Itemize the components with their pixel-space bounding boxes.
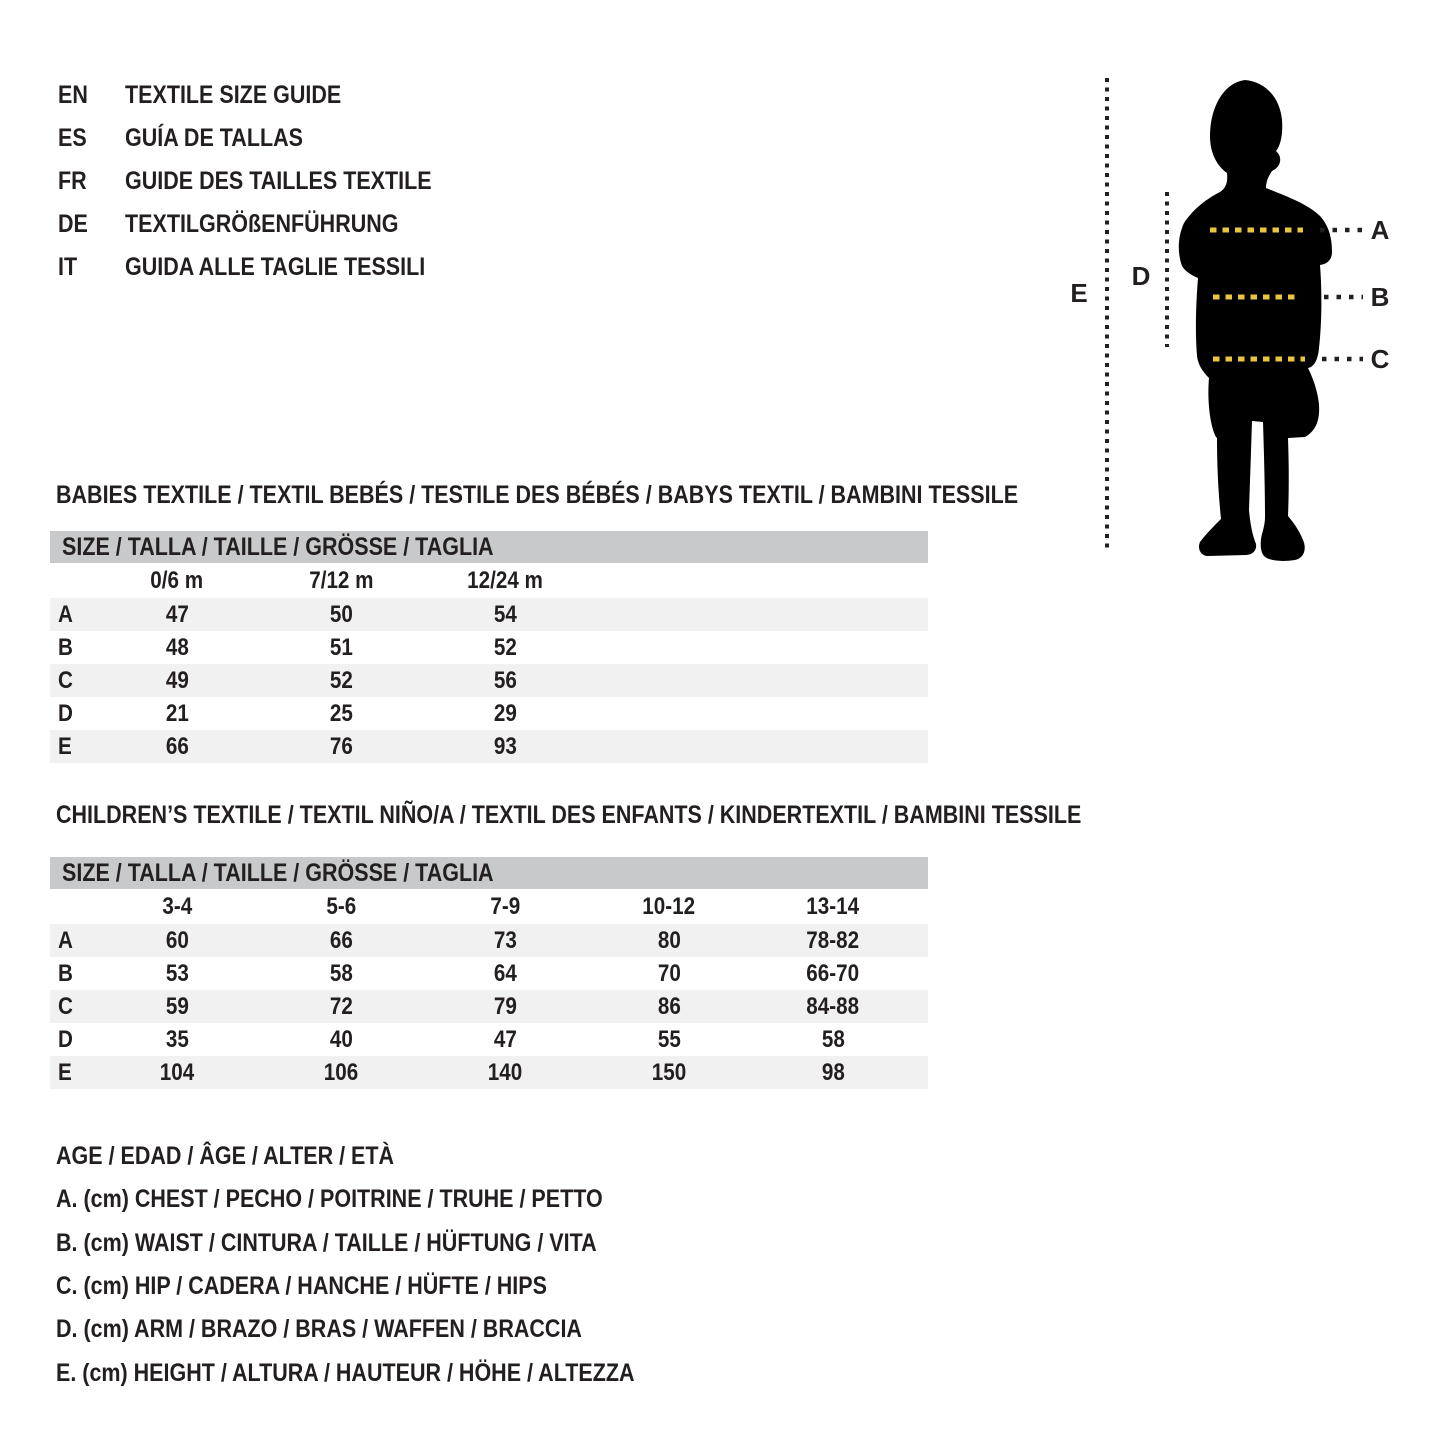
- cell-value-text: 29: [493, 699, 517, 727]
- cell-value: [95, 601, 259, 629]
- cell-value-text: 54: [493, 600, 517, 628]
- legend-line-chest: [56, 1178, 729, 1221]
- lang-row-en: [58, 74, 482, 117]
- legend-text: B. (cm) WAIST / CINTURA / TAILLE / HÜFTUNG / VITA: [56, 1228, 597, 1257]
- babies-size-table: [50, 531, 928, 763]
- children-table-rows: [50, 924, 928, 1089]
- lang-code-text: EN: [58, 81, 88, 109]
- children-column-header-row: [50, 889, 928, 924]
- lang-code: [58, 167, 125, 196]
- legend-text: AGE / EDAD / ÂGE / ALTER / ETÀ: [56, 1142, 395, 1171]
- cell-value-text: 66-70: [806, 959, 860, 987]
- cell-value: [259, 960, 423, 988]
- babies-table-rows: [50, 598, 928, 763]
- lang-code: [58, 253, 125, 282]
- cell-value-text: 93: [493, 732, 517, 760]
- cell-value: [751, 1026, 915, 1054]
- children-size-table: [50, 857, 928, 1089]
- cell-value: [751, 1059, 915, 1087]
- cell-value-text: 70: [657, 959, 681, 987]
- cell-value: [423, 733, 587, 761]
- column-header-spacer: [50, 567, 95, 595]
- cell-value-text: 40: [329, 1025, 353, 1053]
- cell-value: [423, 1059, 587, 1087]
- lang-title-text: TEXTILE SIZE GUIDE: [125, 81, 342, 109]
- cell-value-text: 50: [329, 600, 353, 628]
- lang-code: [58, 124, 125, 153]
- measurement-legend: [56, 1135, 729, 1395]
- legend-line-height: [56, 1351, 729, 1394]
- legend-line-hip: [56, 1265, 729, 1308]
- cell-value-text: 73: [493, 926, 517, 954]
- table-row: [50, 664, 928, 697]
- row-label: [50, 1059, 95, 1087]
- row-label-text: B: [58, 633, 73, 661]
- cell-value-text: 60: [165, 926, 189, 954]
- lang-code-text: IT: [58, 253, 78, 281]
- row-label: [50, 667, 95, 695]
- table-row: [50, 631, 928, 664]
- row-label-text: D: [58, 1025, 73, 1053]
- cell-value-text: 79: [493, 992, 517, 1020]
- cell-value: [259, 733, 423, 761]
- row-label: [50, 733, 95, 761]
- cell-value: [587, 993, 751, 1021]
- column-header-text: 0/6 m: [150, 566, 204, 594]
- cell-value-text: 140: [487, 1058, 523, 1086]
- column-header-spacer: [50, 893, 95, 921]
- lang-row-de: [58, 203, 482, 246]
- size-header-text: SIZE / TALLA / TAILLE / GRÖSSE / TAGLIA: [62, 532, 494, 561]
- cell-value: [95, 927, 259, 955]
- cell-value-text: 72: [329, 992, 353, 1020]
- table-row: [50, 598, 928, 631]
- column-header: [751, 893, 915, 921]
- cell-value: [95, 1059, 259, 1087]
- table-row: [50, 957, 928, 990]
- cell-value: [95, 667, 259, 695]
- table-row: [50, 697, 928, 730]
- table-row: [50, 730, 928, 763]
- column-header-text: 10-12: [642, 892, 696, 920]
- column-header: [423, 893, 587, 921]
- lang-title-text: GUIDA ALLE TAGLIE TESSILI: [125, 253, 426, 281]
- babies-column-header-row: [50, 563, 928, 598]
- child-silhouette-icon: [1179, 80, 1332, 561]
- cell-value: [751, 993, 915, 1021]
- figure-label-d: D: [1131, 261, 1151, 291]
- cell-value: [259, 634, 423, 662]
- cell-value: [95, 1026, 259, 1054]
- figure-label-e: E: [1070, 278, 1088, 308]
- legend-line-arm: [56, 1308, 729, 1351]
- column-header: [423, 567, 587, 595]
- legend-text: D. (cm) ARM / BRAZO / BRAS / WAFFEN / BRACCIA: [56, 1315, 582, 1344]
- cell-value-text: 25: [329, 699, 353, 727]
- cell-value: [95, 700, 259, 728]
- cell-value-text: 21: [165, 699, 189, 727]
- lang-code: [58, 210, 125, 239]
- cell-value: [259, 601, 423, 629]
- cell-value-text: 84-88: [806, 992, 860, 1020]
- column-header: [95, 893, 259, 921]
- row-label-text: A: [58, 926, 73, 954]
- cell-value-text: 47: [165, 600, 189, 628]
- lang-code-text: DE: [58, 210, 88, 238]
- cell-value-text: 106: [323, 1058, 359, 1086]
- children-section-title-text: CHILDREN’S TEXTILE / TEXTIL NIÑO/A / TEXTIL DES ENFANTS / KINDERTEXTIL / BAMBINI TESSILE: [56, 800, 1082, 829]
- cell-value-text: 59: [165, 992, 189, 1020]
- legend-text: C. (cm) HIP / CADERA / HANCHE / HÜFTE / HIPS: [56, 1272, 547, 1301]
- column-header: [95, 567, 259, 595]
- row-label: [50, 700, 95, 728]
- cell-value-text: 55: [657, 1025, 681, 1053]
- cell-value: [423, 927, 587, 955]
- row-label: [50, 634, 95, 662]
- cell-value: [259, 1059, 423, 1087]
- babies-size-header-bar: [50, 531, 928, 563]
- cell-value: [423, 700, 587, 728]
- cell-value-text: 51: [329, 633, 353, 661]
- lang-title-text: GUIDE DES TAILLES TEXTILE: [125, 167, 432, 195]
- legend-text: A. (cm) CHEST / PECHO / POITRINE / TRUHE / PETTO: [56, 1185, 603, 1214]
- table-row: [50, 924, 928, 957]
- cell-value: [95, 960, 259, 988]
- row-label-text: A: [58, 600, 73, 628]
- cell-value: [259, 1026, 423, 1054]
- cell-value: [423, 667, 587, 695]
- row-label-text: E: [58, 1058, 72, 1086]
- table-row: [50, 1023, 928, 1056]
- cell-value-text: 49: [165, 666, 189, 694]
- cell-value: [259, 667, 423, 695]
- cell-value-text: 47: [493, 1025, 517, 1053]
- figure-label-c: C: [1370, 344, 1390, 374]
- lang-row-fr: [58, 160, 482, 203]
- lang-row-it: [58, 246, 482, 289]
- cell-value: [259, 927, 423, 955]
- cell-value: [423, 634, 587, 662]
- column-header: [259, 893, 423, 921]
- cell-value: [95, 634, 259, 662]
- lang-code: [58, 81, 125, 110]
- cell-value: [95, 733, 259, 761]
- cell-value-text: 53: [165, 959, 189, 987]
- children-section-title: [56, 800, 1248, 830]
- lang-title-text: GUÍA DE TALLAS: [125, 124, 303, 152]
- column-header-text: 7-9: [490, 892, 520, 920]
- cell-value-text: 104: [159, 1058, 195, 1086]
- column-header: [259, 567, 423, 595]
- cell-value-text: 150: [651, 1058, 687, 1086]
- cell-value: [423, 993, 587, 1021]
- cell-value: [259, 993, 423, 1021]
- cell-value: [751, 960, 915, 988]
- cell-value-text: 66: [165, 732, 189, 760]
- cell-value-text: 78-82: [806, 926, 860, 954]
- column-header-text: 7/12 m: [308, 566, 374, 594]
- cell-value: [587, 960, 751, 988]
- row-label-text: C: [58, 992, 73, 1020]
- cell-value: [587, 927, 751, 955]
- table-row: [50, 1056, 928, 1089]
- cell-value: [751, 927, 915, 955]
- cell-value: [423, 960, 587, 988]
- cell-value: [587, 1059, 751, 1087]
- row-label-text: B: [58, 959, 73, 987]
- cell-value-text: 64: [493, 959, 517, 987]
- cell-value-text: 98: [821, 1058, 845, 1086]
- babies-section-title-text: BABIES TEXTILE / TEXTIL BEBÉS / TESTILE DES BÉBÉS / BABYS TEXTIL / BAMBINI TESSILE: [56, 480, 1019, 509]
- figure-label-a: A: [1370, 215, 1390, 245]
- row-label-text: E: [58, 732, 72, 760]
- row-label-text: C: [58, 666, 73, 694]
- column-header-text: 12/24 m: [467, 566, 543, 594]
- legend-line-age: [56, 1135, 729, 1178]
- cell-value-text: 52: [493, 633, 517, 661]
- row-label: [50, 601, 95, 629]
- row-label: [50, 960, 95, 988]
- cell-value: [259, 700, 423, 728]
- column-header-text: 5-6: [326, 892, 356, 920]
- lang-code-text: FR: [58, 167, 87, 195]
- lang-row-es: [58, 117, 482, 160]
- legend-text: E. (cm) HEIGHT / ALTURA / HAUTEUR / HÖHE / ALTEZZA: [56, 1358, 635, 1387]
- size-header-text: SIZE / TALLA / TAILLE / GRÖSSE / TAGLIA: [62, 858, 494, 887]
- cell-value: [423, 1026, 587, 1054]
- row-label: [50, 1026, 95, 1054]
- cell-value-text: 58: [329, 959, 353, 987]
- cell-value-text: 58: [821, 1025, 845, 1053]
- lang-code-text: ES: [58, 124, 87, 152]
- legend-line-waist: [56, 1222, 729, 1265]
- language-title-block: [58, 74, 482, 289]
- cell-value-text: 76: [329, 732, 353, 760]
- column-header: [587, 893, 751, 921]
- row-label: [50, 927, 95, 955]
- cell-value-text: 66: [329, 926, 353, 954]
- row-label: [50, 993, 95, 1021]
- cell-value-text: 52: [329, 666, 353, 694]
- cell-value: [95, 993, 259, 1021]
- cell-value-text: 86: [657, 992, 681, 1020]
- column-header-text: 3-4: [162, 892, 192, 920]
- lang-title-text: TEXTILGRÖßENFÜHRUNG: [125, 210, 399, 238]
- cell-value: [587, 1026, 751, 1054]
- row-label-text: D: [58, 699, 73, 727]
- figure-label-b: B: [1370, 282, 1390, 312]
- cell-value-text: 35: [165, 1025, 189, 1053]
- children-size-header-bar: [50, 857, 928, 889]
- column-header-text: 13-14: [806, 892, 860, 920]
- cell-value: [423, 601, 587, 629]
- cell-value-text: 48: [165, 633, 189, 661]
- cell-value-text: 56: [493, 666, 517, 694]
- table-row: [50, 990, 928, 1023]
- babies-section-title: [56, 480, 1175, 510]
- cell-value-text: 80: [657, 926, 681, 954]
